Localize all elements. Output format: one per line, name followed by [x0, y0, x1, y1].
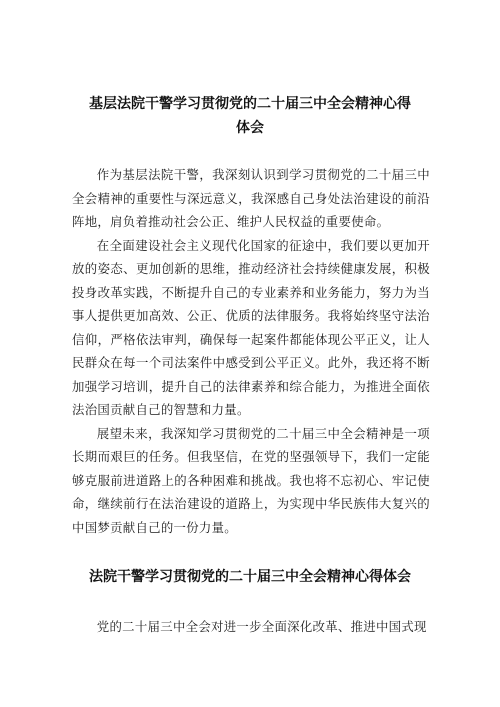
article-title-line-1: 基层法院干警学习贯彻党的二十届三中全会精神心得	[89, 96, 411, 112]
body-paragraph: 党的二十届三中全会对进一步全面深化改革、推进中国式现	[96, 619, 427, 634]
body-paragraph: 作为基层法院干警，我深刻认识到学习贯彻党的二十届三中全会精神的重要性与深远意义，我深感自己身处法治建设的前沿阵地，肩负着推动社会公正、维护人民权益的重要使命。	[72, 167, 430, 229]
body-paragraph: 在全面建设社会主义现代化国家的征途中，我们要以更加开放的姿态、更加创新的思维，推动经济社会持续健康发展，积极投身改革实践，不断提升自己的专业素养和业务能力，努力为当事人提供更加高效、公正、优质的法律服务。我将始终坚守法治信仰，严格依法审判，确保每一起案件都能体现公平正义，让人民群众在每一个司法案件中感受到公平正义。此外，我还将不断加强学习培训，提升自己的法律素养和综合能力，为推进全面依法治国贡献自己的智慧和力量。	[72, 237, 430, 417]
body-paragraph: 展望未来，我深知学习贯彻党的二十届三中全会精神是一项长期而艰巨的任务。但我坚信，在党的坚强领导下，我们一定能够克服前进道路上的各种困难和挑战。我也将不忘初心、牢记使命，继续前行在法治建设的道路上，为实现中华民族伟大复兴的中国梦贡献自己的一份力量。	[72, 425, 430, 535]
second-article-title: 法院干警学习贯彻党的二十届三中全会精神心得体会	[89, 569, 411, 585]
article-title	[60, 92, 440, 140]
second-article-body	[72, 615, 430, 639]
article-body	[72, 163, 430, 539]
article-title-line-2: 体会	[236, 120, 264, 136]
